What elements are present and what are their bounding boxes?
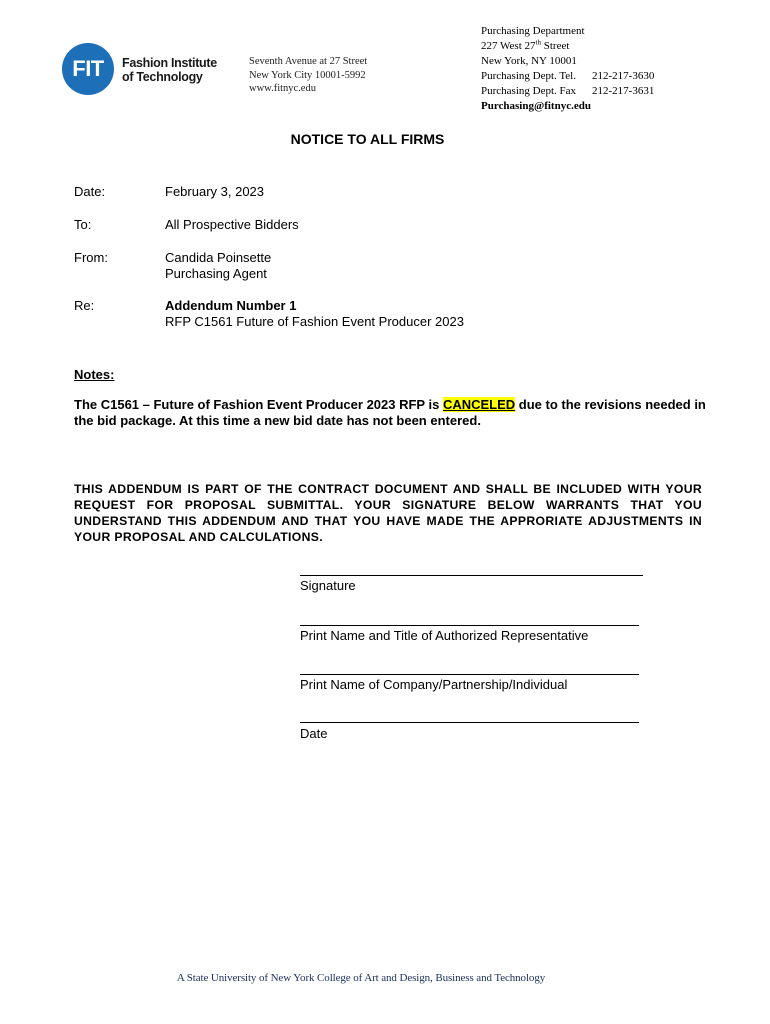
dept-name: Purchasing Department (481, 25, 585, 37)
address-website: www.fitnyc.edu (249, 83, 316, 94)
re-label: Re: (74, 298, 95, 313)
re-rfp-title: RFP C1561 Future of Fashion Event Producer 2023 (165, 314, 464, 329)
fax-label: Purchasing Dept. Fax (481, 85, 577, 97)
signature-line (300, 575, 643, 576)
dept-street-pre: 227 West 27 (481, 40, 536, 52)
purchasing-dept-contact (481, 24, 654, 114)
address-line1: Seventh Avenue at 27 Street (249, 56, 368, 67)
address-line2: New York City 10001-5992 (249, 69, 366, 81)
fax-value: 212-217-3631 (592, 85, 655, 97)
company-line (300, 674, 639, 675)
canceled-highlight: CANCELED (442, 397, 516, 412)
from-title: Purchasing Agent (165, 266, 267, 281)
dept-city: New York, NY 10001 (481, 55, 577, 67)
company-label: Print Name of Company/Partnership/Individual (300, 677, 568, 692)
dept-email: Purchasing@fitnyc.edu (481, 100, 591, 112)
date-value: February 3, 2023 (165, 184, 265, 199)
to-label: To: (74, 217, 92, 232)
page-title: NOTICE TO ALL FIRMS (290, 131, 445, 147)
dept-street (481, 39, 654, 54)
tel-value: 212-217-3630 (592, 70, 655, 82)
print-name-label: Print Name and Title of Authorized Representative (300, 628, 589, 643)
addendum-statement: THIS ADDENDUM IS PART OF THE CONTRACT DOCUMENT AND SHALL BE INCLUDED WITH YOUR REQUEST FOR PROPOSAL SUBMITTAL. YOUR SIGNATURE BELOW WARRANTS THAT YOU UNDERSTAND THIS ADDENDUM AND THAT YOU HAVE MADE THE APPRORIATE ADJUSTMENTS IN YOUR PROPOSAL AND CALCULATIONS. (74, 482, 702, 544)
dept-fax (481, 84, 654, 99)
fit-logo-mark: FIT (62, 43, 114, 95)
notes-label: Notes: (74, 367, 115, 382)
date-line (300, 722, 639, 723)
fit-logo-name (122, 56, 217, 84)
print-name-line (300, 625, 639, 626)
notes-text-pre: The C1561 – Future of Fashion Event Producer 2023 RFP is (74, 397, 443, 412)
notes-body (74, 397, 714, 429)
footer-tagline: A State University of New York College of Art and Design, Business and Technology (176, 972, 546, 984)
dept-street-post: Street (540, 40, 570, 52)
signature-label: Signature (300, 578, 356, 593)
tel-label: Purchasing Dept. Tel. (481, 70, 576, 82)
from-name: Candida Poinsette (165, 250, 272, 265)
notes-text-post: due to the revisions needed in the bid package. At this time a new bid date has not been entered. (74, 397, 706, 428)
from-label: From: (74, 250, 108, 265)
logo-name-line1: Fashion Institute (122, 56, 217, 70)
to-value: All Prospective Bidders (165, 217, 299, 232)
re-addendum-number: Addendum Number 1 (165, 298, 297, 313)
re-value (165, 298, 464, 330)
logo-name-line2: of Technology (122, 70, 203, 84)
college-address (249, 55, 367, 96)
sig-date-label: Date (300, 726, 328, 741)
dept-street-sup: th (535, 38, 541, 47)
dept-tel (481, 69, 654, 84)
date-label: Date: (74, 184, 106, 199)
from-value (165, 250, 271, 282)
